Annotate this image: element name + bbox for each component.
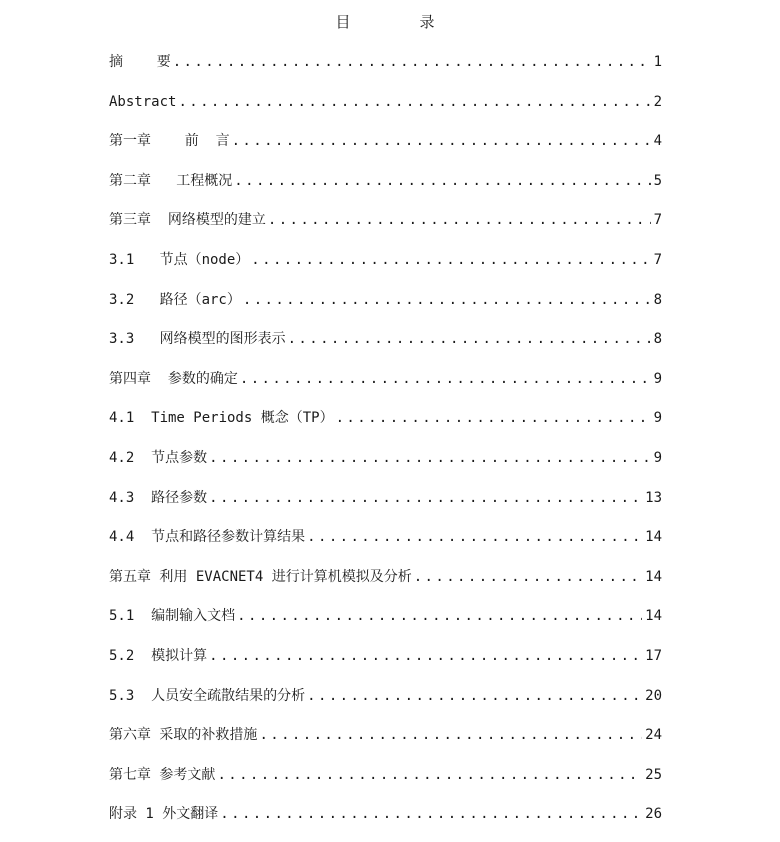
toc-entry-label: 第七章 参考文献 (109, 766, 216, 783)
toc-entry-label: 4.3 路径参数 (109, 489, 208, 506)
toc-dot-leader (173, 50, 651, 74)
toc-entry-page: 8 (653, 291, 662, 308)
toc-entry[interactable] (109, 129, 662, 169)
toc-entry[interactable] (109, 288, 662, 328)
toc-entry-label: 4.2 节点参数 (109, 449, 208, 466)
toc-entry-page: 26 (645, 806, 662, 823)
toc-entry[interactable] (109, 684, 662, 724)
toc-entry-label: 5.2 模拟计算 (109, 647, 208, 664)
toc-dot-leader (240, 367, 651, 391)
toc-dot-leader (307, 684, 642, 708)
toc-dot-leader (209, 486, 642, 510)
toc-dot-leader (220, 802, 642, 826)
toc-entry-label: 第三章 网络模型的建立 (109, 212, 266, 229)
toc-dot-leader (288, 327, 651, 351)
toc-entry[interactable] (109, 90, 662, 130)
toc-dot-leader (243, 288, 651, 312)
toc-entry-page: 14 (645, 608, 662, 625)
toc-entry-label: Abstract (109, 93, 177, 110)
toc-entry-page: 7 (653, 212, 662, 229)
toc-dot-leader (414, 565, 642, 589)
toc-entry-label: 4.4 节点和路径参数计算结果 (109, 529, 306, 546)
toc-dot-leader (307, 525, 642, 549)
toc-entry[interactable] (109, 802, 662, 842)
toc-entry-page: 17 (645, 647, 662, 664)
toc-entry-label: 第六章 采取的补救措施 (109, 727, 258, 744)
toc-entry[interactable] (109, 525, 662, 565)
toc-entry-page: 5 (653, 172, 662, 189)
toc-list (109, 50, 662, 842)
toc-entry[interactable] (109, 248, 662, 288)
toc-entry[interactable] (109, 604, 662, 644)
toc-entry-label: 摘 要 (109, 54, 171, 70)
toc-entry[interactable] (109, 763, 662, 803)
toc-dot-leader (237, 604, 642, 628)
toc-entry[interactable] (109, 446, 662, 486)
toc-entry-label: 第四章 参数的确定 (109, 370, 238, 387)
toc-entry-page: 8 (653, 331, 662, 348)
toc-entry-page: 14 (645, 568, 662, 585)
toc-dot-leader (259, 723, 642, 747)
toc-entry[interactable] (109, 50, 662, 90)
toc-entry[interactable] (109, 169, 662, 209)
toc-entry[interactable] (109, 406, 662, 446)
toc-entry-page: 4 (653, 133, 662, 150)
toc-entry-label: 3.2 路径（arc） (109, 291, 241, 308)
toc-title: 目 录 (335, 13, 465, 31)
toc-entry-label: 4.1 Time Periods 概念（TP） (109, 410, 334, 427)
toc-entry-page: 14 (645, 529, 662, 546)
toc-entry-page: 24 (645, 727, 662, 744)
toc-entry-page: 1 (653, 54, 662, 70)
toc-entry-page: 13 (645, 489, 662, 506)
toc-dot-leader (217, 763, 642, 787)
toc-entry[interactable] (109, 565, 662, 605)
toc-entry-label: 3.3 网络模型的图形表示 (109, 331, 286, 348)
toc-entry-label: 第一章 前 言 (109, 133, 230, 150)
toc-entry-label: 5.3 人员安全疏散结果的分析 (109, 687, 306, 704)
toc-entry-label: 5.1 编制输入文档 (109, 608, 236, 625)
toc-entry-page: 7 (653, 251, 662, 268)
toc-entry-label: 第五章 利用 EVACNET4 进行计算机模拟及分析 (109, 568, 412, 585)
toc-entry-label: 第二章 工程概况 (109, 172, 233, 189)
toc-entry[interactable] (109, 208, 662, 248)
toc-dot-leader (251, 248, 650, 272)
toc-entry-label: 附录 1 外文翻译 (109, 806, 219, 823)
toc-entry-page: 9 (653, 449, 662, 466)
toc-dot-leader (178, 90, 650, 114)
toc-entry-page: 9 (653, 410, 662, 427)
toc-dot-leader (209, 446, 650, 470)
toc-entry-page: 25 (645, 766, 662, 783)
toc-dot-leader (268, 208, 651, 232)
toc-entry[interactable] (109, 723, 662, 763)
toc-entry[interactable] (109, 644, 662, 684)
toc-dot-leader (232, 129, 651, 153)
toc-dot-leader (336, 406, 651, 430)
toc-entry-page: 20 (645, 687, 662, 704)
toc-entry-label: 3.1 节点（node） (109, 251, 250, 268)
toc-entry[interactable] (109, 486, 662, 526)
toc-dot-leader (209, 644, 642, 668)
toc-dot-leader (234, 169, 650, 193)
toc-entry[interactable] (109, 367, 662, 407)
toc-entry-page: 2 (653, 93, 662, 110)
toc-entry[interactable] (109, 327, 662, 367)
toc-entry-page: 9 (653, 370, 662, 387)
